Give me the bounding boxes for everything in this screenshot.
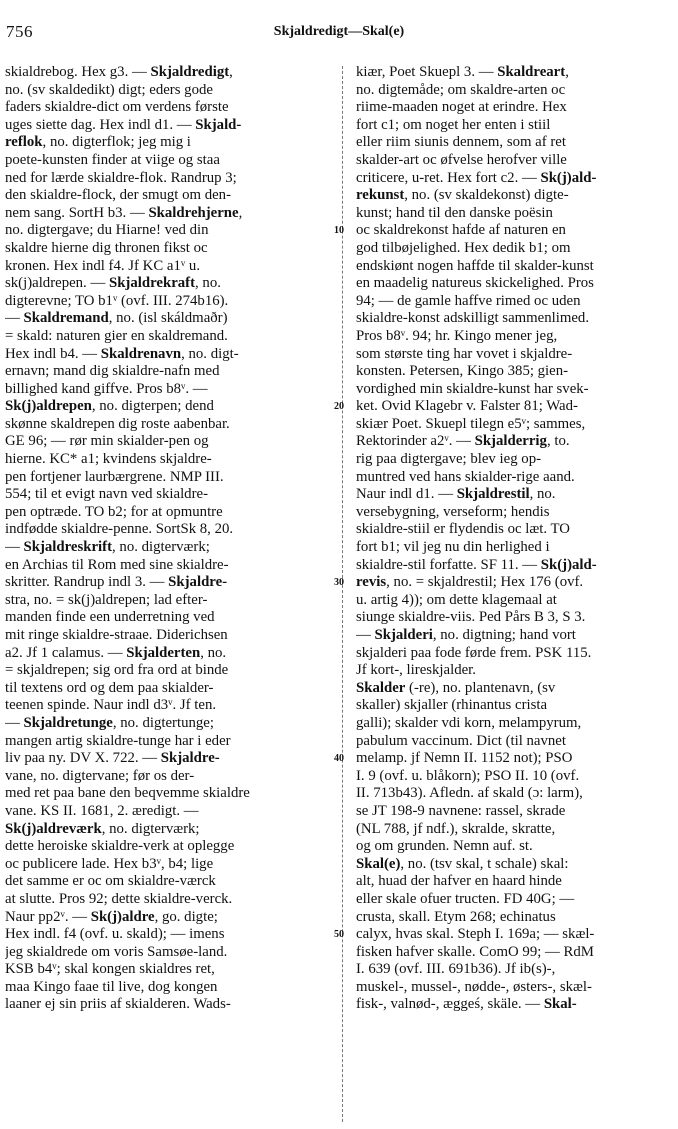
text-line: det samme er oc om skialdre-værck — [5, 873, 216, 890]
text-line: vane, no. digtervane; før os der- — [5, 767, 195, 784]
text-line: eller skale ofuer tructen. FD 40G; — — [356, 890, 575, 907]
text-line: ned for lærde skialdre-flok. Randrup 3; — [5, 169, 237, 186]
text-line: uges siette dag. Hex indl d1. — Skjald- — [5, 116, 242, 133]
text-line: faders skialdre-dict om verdens første — [5, 99, 229, 116]
text-line: GE 96; — rør min skialder-pen og — [5, 433, 209, 450]
text-line: Rektorinder a2ᵛ. — Skjalderrig, to. — [356, 433, 570, 450]
text-line: pen fortjener laurbærgrene. NMP III. — [5, 468, 224, 485]
text-line: alt, huad der hafver en haard hinde — [356, 873, 562, 890]
text-line: oc skaldrekonst hafde af naturen en — [356, 222, 566, 239]
text-line: billighed kand giffve. Pros b8ᵛ. — — [5, 380, 208, 397]
text-line: til textens ord og dem paa skialder- — [5, 679, 214, 696]
text-line: fort b1; vil jeg nu din herlighed i — [356, 539, 550, 556]
text-line: KSB b4ᵛ; skal kongen skialdres ret, — [5, 961, 215, 978]
text-line: rig paa digtergave; blev ieg op- — [356, 451, 542, 468]
text-line: muntred ved hans skialder-rige aand. — [356, 468, 575, 485]
text-line: vane. KS II. 1681, 2. æredigt. — — [5, 802, 199, 819]
text-line: hierne. KC* a1; kvindens skjaldre- — [5, 451, 212, 468]
text-line: at slutte. Pros 92; dette skialdre-verck. — [5, 890, 233, 907]
text-line: riime-maaden noget at erindre. Hex — [356, 99, 567, 116]
margin-line-number: 40 — [334, 753, 344, 765]
text-line: jeg skialdrede om voris Samsøe-land. — [5, 943, 228, 960]
text-line: skalder-art oc øfvelse herofver ville — [356, 151, 567, 168]
running-head: Skjaldredigt—Skal(e) — [273, 24, 405, 39]
text-line: kiær, Poet Skuepl 3. — Skaldreart, — [356, 64, 569, 80]
text-line: — Skjalderi, no. digtning; hand vort — [356, 627, 576, 643]
text-line: fisken hafver skalle. ComO 99; — RdM — [356, 943, 594, 960]
text-line: manden finde een underretning ved — [5, 609, 215, 626]
text-line: — Skjaldretunge, no. digtertunge; — [5, 714, 214, 731]
left-column — [5, 64, 333, 1120]
text-line: melamp. jf Nemn II. 1152 not); PSO — [356, 750, 573, 767]
text-line: eller riim siunis dennem, som af ret — [356, 134, 566, 151]
text-line: skialdre-stiil er flydendis oc læt. TO — [356, 521, 570, 538]
margin-line-number: 50 — [334, 929, 344, 941]
text-line: Sk(j)aldrepen, no. digterpen; dend — [5, 398, 214, 415]
text-line: 554; til et evigt navn ved skialdre- — [5, 486, 208, 503]
text-line: no. digtemåde; om skaldre-arten oc — [356, 81, 566, 98]
text-line: criticere, u-ret. Hex fort c2. — Sk(j)ald- — [356, 169, 597, 186]
text-line: den skialdre-flock, der smugt om den- — [5, 187, 231, 204]
text-line: Hex indl b4. — Skaldrenavn, no. digt- — [5, 345, 239, 362]
text-line: en Archias til Rom med sine skialdre- — [5, 556, 229, 573]
text-line: liv paa ny. DV X. 722. — Skjaldre- — [5, 750, 220, 767]
text-line: kronen. Hex indl f4. Jf KC a1ᵛ u. — [5, 257, 201, 274]
text-line: ket. Ovid Klagebr v. Falster 81; Wad- — [356, 398, 578, 415]
text-line: u. artig 4)); om dette klagemaal at — [356, 591, 557, 608]
margin-line-numbers — [334, 64, 354, 1120]
text-line: skialdrebog. Hex g3. — Skjaldredigt, — [5, 64, 233, 80]
text-line: fort c1; om noget her enten i stiil — [356, 116, 551, 133]
text-line: laaner ej sin priis af skialderen. Wads- — [5, 996, 231, 1013]
text-line: Naur pp2ᵛ. — Sk(j)aldre, go. digte; — [5, 908, 218, 925]
page-number: 756 — [6, 22, 33, 41]
text-line: skialdre-stil forfatte. SF 11. — Sk(j)ald- — [356, 556, 597, 573]
text-line: dette heroiske skialdre-verk at oplegge — [5, 838, 235, 855]
text-line: = skald: naturen gier en skaldremand. — [5, 327, 228, 344]
text-line: Naur indl d1. — Skjaldrestil, no. — [356, 486, 556, 503]
text-line: skønne skaldrepen dig roste aabenbar. — [5, 415, 230, 432]
text-line: teenen spinde. Naur indl d3ᵛ. Jf ten. — [5, 697, 217, 714]
text-line: — Skaldremand, no. (isl skáldmaðr) — [5, 310, 228, 327]
text-line: — Skjaldreskrift, no. digterværk; — [5, 539, 210, 556]
text-line: II. 713b43). Afledn. af skald (ɔ: larm), — [356, 785, 583, 802]
text-line: skialdre-konst adskilligt sammenlimed. — [356, 310, 590, 327]
text-line: = skjaldrepen; sig ord fra ord at binde — [5, 662, 229, 679]
text-line: indfødde skialdre-penne. SortSk 8, 20. — [5, 521, 234, 538]
text-line: (NL 788, jf ndf.), skralde, skratte, — [356, 820, 556, 837]
text-line: Hex indl. f4 (ovf. u. skald); — imens — [5, 926, 225, 943]
text-line: 94; — de gamle haffve rimed oc uden — [356, 292, 581, 309]
text-line: rekunst, no. (sv skaldekonst) digte- — [356, 187, 569, 204]
text-line: se JT 198-9 navnene: rassel, skrade — [356, 802, 566, 819]
text-line: Jf kort-, lireskjalder. — [356, 662, 476, 679]
text-line: skaller) skjaller (rhinantus crista — [356, 697, 548, 714]
text-line: no. digtergave; du Hiarne! ved din — [5, 222, 209, 239]
text-line: oc publicere lade. Hex b3ᵛ, b4; lige — [5, 855, 214, 872]
right-column — [356, 64, 676, 1120]
text-line: og om grunden. Nemn auf. st. — [356, 838, 533, 855]
text-line: I. 9 (ovf. u. blåkorn); PSO II. 10 (ovf. — [356, 767, 580, 784]
text-line: revis, no. = skjaldrestil; Hex 176 (ovf. — [356, 574, 584, 591]
text-line: maa Kingo faae til live, dog kongen — [5, 978, 218, 995]
margin-line-number: 30 — [334, 577, 344, 589]
text-line: ernavn; mand dig skialdre-nafn med — [5, 363, 220, 380]
text-line: som største ting har vovet i skjaldre- — [356, 345, 573, 362]
text-line: stra, no. = sk(j)aldrepen; lad efter- — [5, 591, 208, 608]
text-line: vordighed min skialdre-kunst har svek- — [356, 380, 589, 397]
text-line: endskiønt nogen haffde til skalder-kunst — [356, 257, 594, 274]
text-line: no. (sv skaldedikt) digt; eders gode — [5, 81, 213, 98]
text-line: skaldre hierne dig thronen fikst oc — [5, 239, 208, 256]
text-line: Skalder (-re), no. plantenavn, (sv — [356, 679, 556, 696]
text-line: versebygning, verseform; hendis — [356, 503, 550, 520]
text-line: en maadelig natureus skickelighed. Pros — [356, 275, 594, 292]
text-line: pen optræde. TO b2; for at opmuntre — [5, 503, 223, 520]
text-line: mit ringe skialdre-straae. Diderichsen — [5, 627, 228, 643]
text-line: poete-kunsten finder at viige og staa — [5, 151, 220, 168]
text-line: crusta, skall. Etym 268; echinatus — [356, 908, 556, 925]
text-line: pabulum vaccinum. Dict (til navnet — [356, 732, 566, 749]
margin-line-number: 10 — [334, 225, 344, 237]
text-line: a2. Jf 1 calamus. — Skjalderten, no. — [5, 644, 227, 661]
text-line: digterevne; TO b1ᵛ (ovf. III. 274b16). — [5, 292, 229, 309]
text-line: galli); skalder vdi korn, melampyrum, — [356, 714, 582, 731]
text-line: med ret paa bane den beqvemme skialdre — [5, 785, 250, 802]
text-line: reflok, no. digterflok; jeg mig i — [5, 134, 191, 151]
text-line: skiær Poet. Skuepl tilegn e5ᵛ; sammes, — [356, 415, 586, 432]
text-line: fisk-, valnød-, æggeś, skäle. — Skal- — [356, 996, 577, 1013]
text-line: god tilbøjelighed. Hex dedik b1; om — [356, 239, 571, 256]
text-line: mangen artig skialdre-tunge har i eder — [5, 732, 231, 749]
text-line: kunst; hand til den danske poësin — [356, 204, 553, 221]
text-line: I. 639 (ovf. III. 691b36). Jf ib(s)-, — [356, 961, 556, 978]
text-line: muskel-, mussel-, nødde-, østers-, skæl- — [356, 978, 592, 995]
text-line: sk(j)aldrepen. — Skjaldrekraft, no. — [5, 275, 221, 292]
page-header — [0, 0, 678, 48]
text-line: calyx, hvas skal. Steph I. 169a; — skæl- — [356, 926, 595, 943]
text-line: siunge skialdre-viis. Ped Pårs B 3, S 3. — [356, 609, 586, 626]
text-line: skjalderi paa fode førde frem. PSK 115. — [356, 644, 592, 661]
text-line: konsten. Petersen, Kingo 385; gien- — [356, 363, 569, 380]
text-line: Sk(j)aldreværk, no. digterværk; — [5, 820, 200, 837]
text-line: Pros b8ᵛ. 94; hr. Kingo mener jeg, — [356, 327, 558, 344]
text-line: nem sang. SortH b3. — Skaldrehjerne, — [5, 204, 243, 221]
text-line: Skal(e), no. (tsv skal, t schale) skal: — [356, 855, 569, 872]
margin-line-number: 20 — [334, 401, 344, 413]
text-line: skritter. Randrup indl 3. — Skjaldre- — [5, 574, 228, 591]
